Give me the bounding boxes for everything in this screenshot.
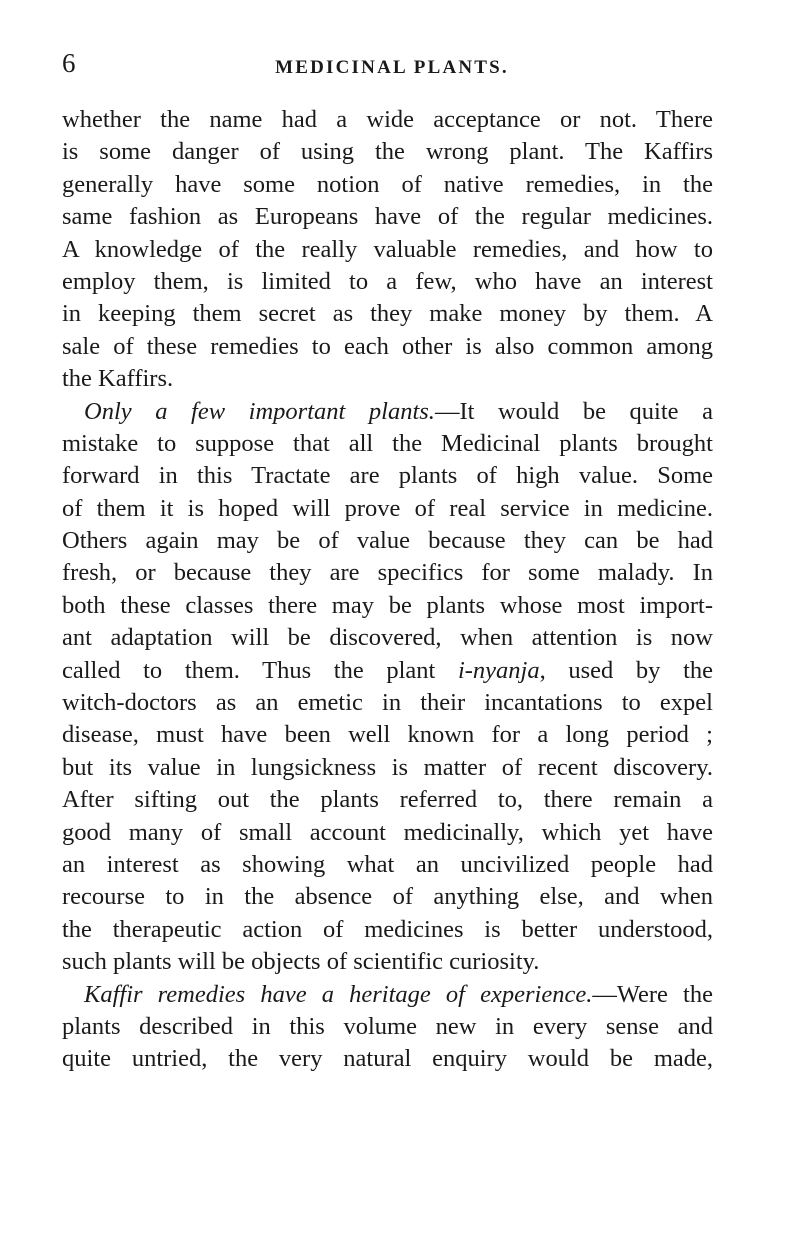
text-line: of them it is hoped will prove of real service in medicine. xyxy=(62,494,713,522)
paragraph-heading-line xyxy=(62,979,713,1011)
section-heading-few-important-plants: Only a few important plants. xyxy=(84,397,435,425)
text-line: recourse to in the absence of anything else, and when xyxy=(62,883,713,911)
text-fragment: called to them. Thus the plant xyxy=(62,656,458,684)
text-line: Others again may be of value because they can be had xyxy=(62,527,713,555)
plant-name-italic: i-nyanja xyxy=(457,656,540,684)
text-fragment: —It would be quite a xyxy=(434,397,713,425)
section-heading-kaffir-remedies: Kaffir remedies have a heritage of experience. xyxy=(84,980,593,1008)
text-line: whether the name had a wide acceptance or not. There xyxy=(62,106,713,133)
text-line: such plants will be objects of scientific curiosity. xyxy=(62,948,540,976)
text-fragment: , used by the xyxy=(539,656,714,684)
text-line: is some danger of using the wrong plant. The Kaffirs xyxy=(62,138,713,166)
text-line: the therapeutic action of medicines is better understood, xyxy=(62,915,713,943)
text-line: quite untried, the very natural enquiry would be made, xyxy=(62,1045,713,1073)
page-number: 6 xyxy=(62,48,76,78)
text-line: the Kaffirs. xyxy=(62,365,174,393)
body-text xyxy=(62,104,713,1076)
text-line: an interest as showing what an uncivilized people had xyxy=(62,850,713,878)
text-line: A knowledge of the really valuable remedies, and how to xyxy=(62,235,713,263)
running-title: MEDICINAL PLANTS. xyxy=(275,57,509,78)
text-line: generally have some notion of native remedies, in the xyxy=(62,170,713,198)
text-line: good many of small account medicinally, which yet have xyxy=(62,818,713,846)
text-line: plants described in this volume new in every sense and xyxy=(62,1012,713,1040)
text-line: disease, must have been well known for a long period ; xyxy=(62,721,713,749)
text-line: witch-doctors as an emetic in their incantations to expel xyxy=(62,689,713,717)
text-line: both these classes there may be plants whose most import- xyxy=(62,591,713,619)
text-line: in keeping them secret as they make money by them. A xyxy=(62,300,713,328)
text-line: ant adaptation will be discovered, when attention is now xyxy=(62,624,713,652)
text-line: mistake to suppose that all the Medicinal plants brought xyxy=(62,429,713,457)
text-line: but its value in lungsickness is matter of recent discovery. xyxy=(62,753,713,781)
text-line: same fashion as Europeans have of the regular medicines. xyxy=(62,203,713,231)
text-line: sale of these remedies to each other is also common among xyxy=(62,332,713,360)
text-line: employ them, is limited to a few, who have an interest xyxy=(62,267,713,295)
text-line: fresh, or because they are specifics for some malady. In xyxy=(62,559,713,587)
text-line-with-italic xyxy=(62,655,713,687)
text-line: forward in this Tractate are plants of high value. Some xyxy=(62,462,713,490)
text-line: After sifting out the plants referred to, there remain a xyxy=(62,786,713,814)
text-fragment: —Were the xyxy=(592,980,713,1008)
page-header xyxy=(62,48,722,80)
paragraph-heading-line xyxy=(62,396,713,428)
